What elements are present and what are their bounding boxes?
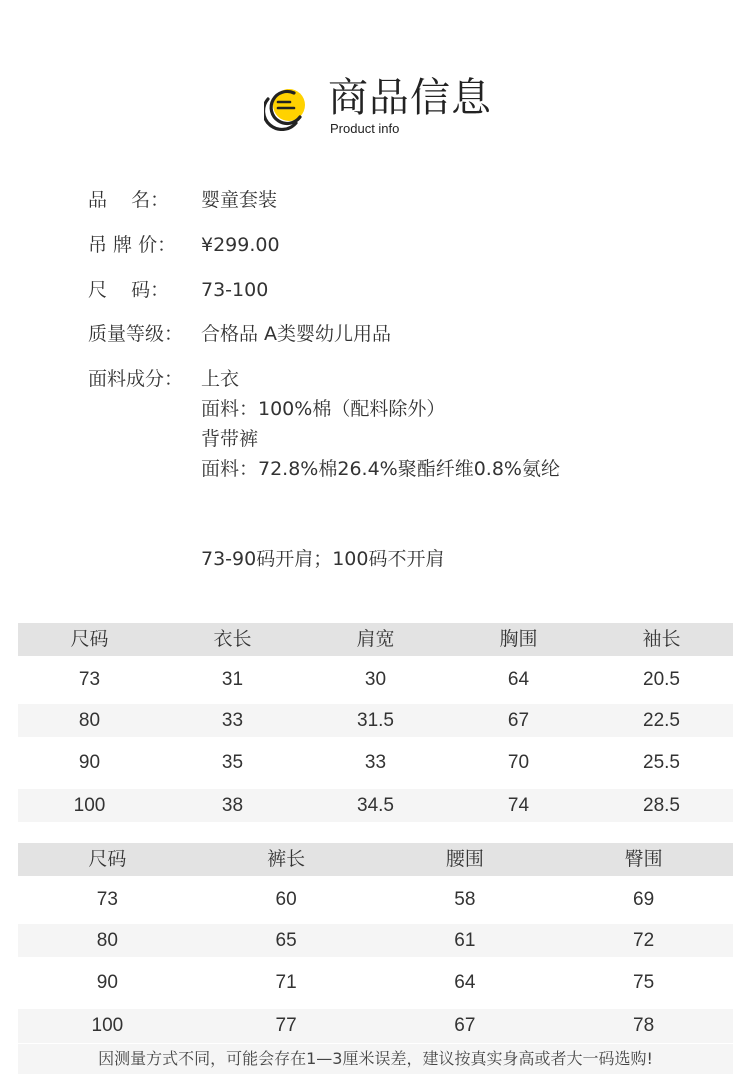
fabric-line: 上衣	[201, 368, 240, 390]
table-cell: 22.5	[643, 710, 680, 731]
table-cell: 75	[633, 972, 655, 993]
table-cell: 90	[78, 752, 101, 773]
table-row	[18, 789, 733, 822]
table-cell: 64	[507, 669, 530, 690]
table-header-cell: 臀围	[624, 849, 663, 870]
table-cell: 64	[454, 972, 476, 993]
table-cell: 33	[221, 710, 244, 731]
table-cell: 73	[96, 889, 118, 910]
table-cell: 100	[91, 1015, 124, 1036]
page-subtitle: Product info	[330, 121, 400, 136]
table-header-cell: 胸围	[499, 629, 538, 650]
fabric-composition	[201, 364, 560, 484]
table-cell: 58	[454, 889, 476, 910]
price-value: ¥299.00	[201, 234, 280, 256]
table-row	[18, 656, 733, 704]
table-cell: 60	[275, 889, 297, 910]
table-cell: 80	[78, 710, 101, 731]
size-value: 73-100	[201, 279, 269, 301]
name-label: 品 名：	[88, 189, 170, 211]
table-row	[18, 876, 733, 924]
size-label: 尺 码：	[88, 279, 170, 301]
fabric-line: 背带裤	[201, 428, 259, 450]
shoulder-note: 73-90码开肩；100码不开肩	[201, 548, 445, 570]
price-label: 吊 牌 价：	[88, 234, 177, 256]
bottom-size-table	[18, 843, 733, 1043]
table-cell: 67	[454, 1015, 476, 1036]
header-icon	[264, 85, 312, 131]
table-cell: 100	[73, 795, 106, 816]
table-header-row	[18, 843, 733, 876]
table-cell: 38	[221, 795, 244, 816]
grade-value: 合格品 A类婴幼儿用品	[201, 323, 392, 345]
table-cell: 34.5	[357, 795, 394, 816]
table-cell: 31	[221, 669, 244, 690]
table-row	[18, 704, 733, 737]
table-header-cell: 尺码	[70, 629, 109, 650]
grade-label: 质量等级：	[88, 323, 184, 345]
table-cell: 30	[364, 669, 387, 690]
table-row	[18, 1009, 733, 1043]
table-cell: 70	[507, 752, 530, 773]
table-row	[18, 924, 733, 957]
table-cell: 74	[507, 795, 530, 816]
table-cell: 28.5	[643, 795, 680, 816]
table-cell: 80	[96, 930, 118, 951]
fabric-label: 面料成分：	[88, 368, 184, 390]
table-cell: 25.5	[643, 752, 680, 773]
table-cell: 72	[633, 930, 655, 951]
table-cell: 31.5	[357, 710, 394, 731]
table-header-cell: 袖长	[642, 629, 681, 650]
table-cell: 67	[507, 710, 530, 731]
table-cell: 78	[633, 1015, 655, 1036]
page-title: 商品信息	[328, 75, 492, 121]
table-cell: 33	[364, 752, 387, 773]
fabric-line: 面料：100%棉（配料除外）	[201, 398, 446, 420]
table-cell: 20.5	[643, 669, 680, 690]
table-cell: 77	[275, 1015, 297, 1036]
table-cell: 90	[96, 972, 118, 993]
table-header-cell: 裤长	[267, 849, 306, 870]
table-header-cell: 腰围	[445, 849, 484, 870]
table-row	[18, 957, 733, 1009]
table-cell: 73	[78, 669, 101, 690]
table-cell: 61	[454, 930, 476, 951]
table-row	[18, 737, 733, 789]
fabric-line: 面料：72.8%棉26.4%聚酯纤维0.8%氨纶	[201, 458, 560, 480]
table-cell: 71	[275, 972, 297, 993]
table-cell: 65	[275, 930, 297, 951]
table-cell: 69	[633, 889, 655, 910]
measurement-disclaimer: 因测量方式不同，可能会存在1—3厘米误差，建议按真实身高或者大一码选购!	[18, 1044, 733, 1074]
name-value: 婴童套装	[201, 189, 278, 211]
table-header-cell: 尺码	[88, 849, 127, 870]
top-size-table	[18, 623, 733, 822]
table-header-row	[18, 623, 733, 656]
table-cell: 35	[221, 752, 244, 773]
table-header-cell: 衣长	[213, 629, 252, 650]
table-header-cell: 肩宽	[356, 629, 395, 650]
